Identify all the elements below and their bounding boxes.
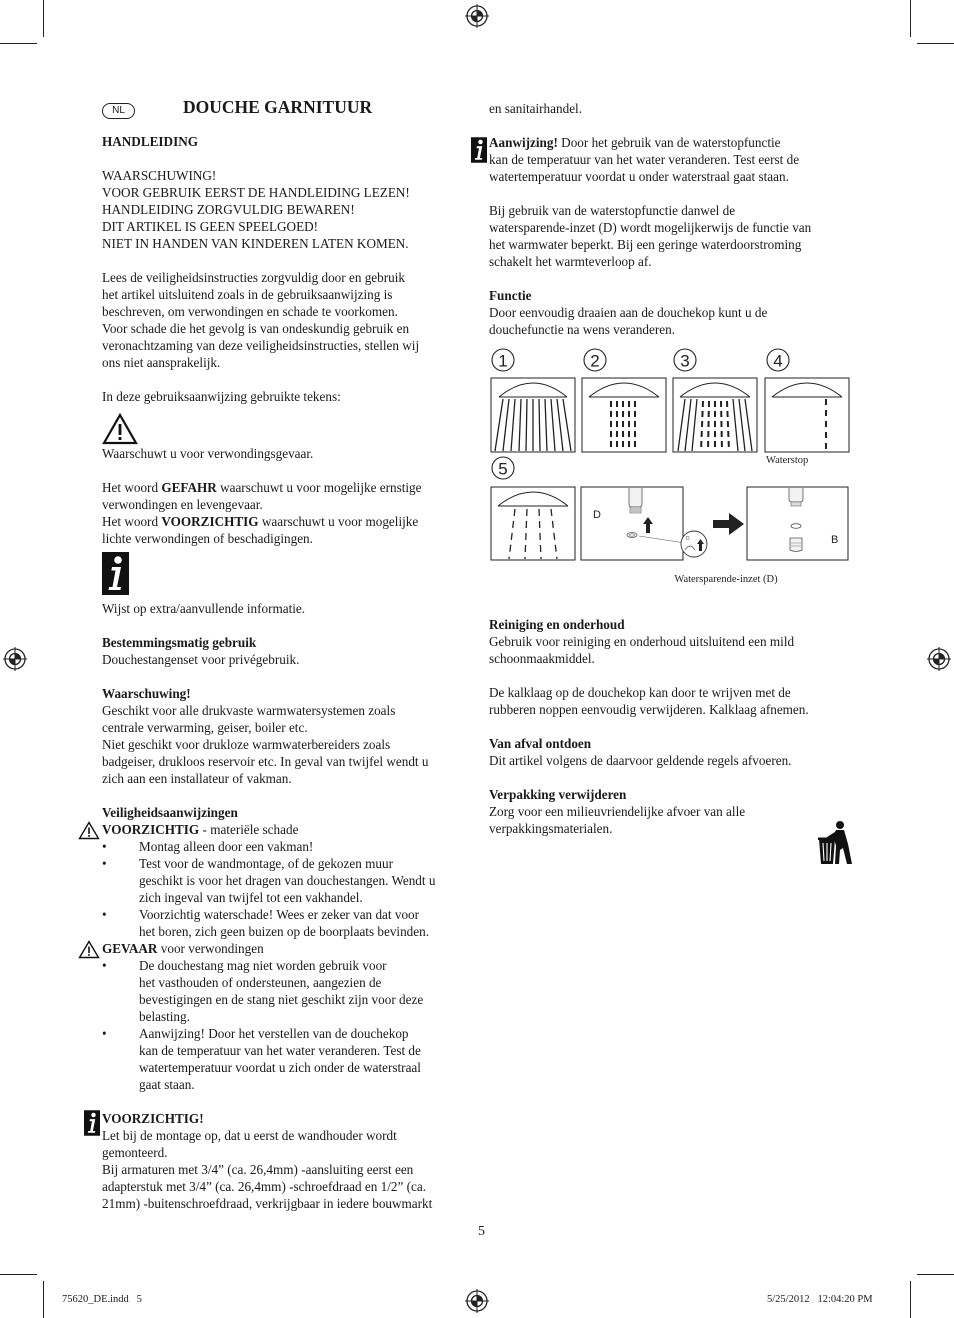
info-sign-text: Wijst op extra/aanvullende informatie. bbox=[102, 601, 306, 616]
arrow-right-icon bbox=[713, 513, 744, 535]
caution-definition-cont: lichte verwondingen of beschadigingen. bbox=[102, 531, 313, 546]
registration-mark-icon bbox=[465, 4, 489, 28]
caution-text: gemonteerd. bbox=[102, 1145, 168, 1160]
continued-text: en sanitairhandel. bbox=[489, 101, 583, 116]
left-column bbox=[102, 97, 467, 1212]
caution-text: Let bij de montage op, dat u eerst de wandhouder wordt bbox=[102, 1128, 397, 1143]
packaging-text: verpakkingsmaterialen. bbox=[489, 821, 613, 836]
cleaning-text: Gebruik voor reiniging en onderhoud uitsluitend een mild bbox=[489, 634, 795, 649]
cleaning-heading: Reiniging en onderhoud bbox=[489, 617, 625, 632]
caution-definition: Het woord VOORZICHTIG waarschuwt u voor mogelijke bbox=[102, 514, 419, 529]
number-5-icon bbox=[492, 457, 514, 479]
packaging-heading: Verpakking verwijderen bbox=[489, 787, 627, 802]
svg-text:D: D bbox=[686, 536, 690, 542]
saver-fitted-panel bbox=[747, 487, 848, 560]
warning-heading: Waarschuwing! bbox=[102, 686, 191, 701]
note-block: Aanwijzing! Door het gebruik van de waterstopfunctie kan de temperatuur van het water veranderen. Test eerst de watertemperatuur voordat u onder waterstraal gaat staan. bbox=[489, 134, 854, 185]
title-row bbox=[102, 97, 467, 133]
label-d: D bbox=[593, 509, 601, 521]
svg-text:3: 3 bbox=[680, 351, 690, 371]
safety-instructions-heading: Veiligheidsaanwijzingen bbox=[102, 805, 238, 820]
caution-text: adapterstuk met 3/4” (ca. 26,4mm) -schroefdraad en 1/2” (ca. bbox=[102, 1179, 427, 1194]
crop-mark bbox=[0, 1274, 37, 1275]
spray-panel-1 bbox=[491, 378, 575, 452]
caution-text: Bij armaturen met 3/4” (ca. 26,4mm) -aansluiting eerst een bbox=[102, 1162, 414, 1177]
warning-text: Niet geschikt voor drukloze warmwaterbereiders zoals bbox=[102, 737, 391, 752]
bullet-item: • Aanwijzing! Door het verstellen van de douchekop kan de temperatuur van het water veranderen. Test de watertemperatuur voordat u zich onder de waterstraal gaat staan. bbox=[102, 1026, 421, 1092]
danger-line: GEVAAR voor verwondingen bbox=[102, 940, 467, 957]
bullet-item: • Voorzichtig waterschade! Wees er zeker van dat voor het boren, zich geen buizen op de boorplaats bevinden. bbox=[102, 907, 430, 939]
info-icon bbox=[102, 552, 129, 595]
crop-mark bbox=[0, 43, 37, 44]
crop-mark bbox=[910, 1281, 911, 1318]
spray-panel-4 bbox=[765, 378, 849, 452]
warning-triangle-icon bbox=[78, 940, 100, 959]
limescale-text: De kalklaag op de douchekop kan door te wrijven met de bbox=[489, 685, 791, 700]
limescale-text: rubberen noppen eenvoudig verwijderen. Kalklaag afnemen. bbox=[489, 702, 809, 717]
bullet-item: • Montag alleen door een vakman! bbox=[102, 839, 314, 854]
spray-panel-2 bbox=[582, 378, 666, 452]
crop-mark bbox=[910, 0, 911, 37]
footer-file: 75620_DE.indd 5 bbox=[62, 1294, 142, 1305]
warning-text: badgeiser, drukloos reservoir etc. In geval van twijfel wendt u bbox=[102, 754, 429, 769]
safety-text: ons niet aansprakelijk. bbox=[102, 355, 221, 370]
water-saver-text: het warmwater beperkt. Bij een geringe waterdoorstroming bbox=[489, 237, 802, 252]
disposal-heading: Van afval ontdoen bbox=[489, 736, 592, 751]
svg-text:5: 5 bbox=[498, 459, 508, 479]
crop-mark bbox=[43, 0, 44, 37]
safety-text: het artikel uitsluitend zoals in de gebruiksaanwijzing is bbox=[102, 287, 393, 302]
saver-insert-panel bbox=[581, 487, 707, 560]
warning-line: VOOR GEBRUIK EERST DE HANDLEIDING LEZEN! bbox=[102, 185, 410, 200]
page-number: 5 bbox=[478, 1224, 485, 1239]
safety-text: Voor schade die het gevolg is van ondeskundig gebruik en bbox=[102, 321, 410, 336]
warning-triangle-icon bbox=[102, 413, 138, 445]
number-1-icon bbox=[492, 349, 514, 371]
right-column bbox=[489, 100, 854, 837]
spray-panel-3 bbox=[673, 378, 757, 452]
bullet-item: • Test voor de wandmontage, of de gekozen muur geschikt is voor het dragen van douchestangen. Wendt u zich ingeval van twijfel tot een vakhandel. bbox=[102, 856, 436, 905]
crop-mark bbox=[917, 43, 954, 44]
warning-line: HANDLEIDING ZORGVULDIG BEWAREN! bbox=[102, 202, 355, 217]
safety-text: Lees de veiligheidsinstructies zorgvuldig door en gebruik bbox=[102, 270, 405, 285]
manual-heading: HANDLEIDING bbox=[102, 134, 198, 149]
warning-text: Geschikt voor alle drukvaste warmwatersystemen zoals bbox=[102, 703, 396, 718]
crop-mark bbox=[917, 1274, 954, 1275]
info-icon bbox=[84, 1110, 100, 1136]
warning-sign-text: Waarschuwt u voor verwondingsgevaar. bbox=[102, 446, 314, 461]
warning-line: NIET IN HANDEN VAN KINDEREN LATEN KOMEN. bbox=[102, 236, 409, 251]
cleaning-text: schoonmaakmiddel. bbox=[489, 651, 595, 666]
warning-text: centrale verwarming, geiser, boiler etc. bbox=[102, 720, 308, 735]
bullet-item: • De douchestang mag niet worden gebruik voor het vasthouden of ondersteunen, aangezien de bevestigingen en de stang niet geschikt zijn voor deze belasting. bbox=[102, 958, 424, 1024]
danger-definition-cont: verwondingen en levengevaar. bbox=[102, 497, 263, 512]
warning-text: zich aan een installateur of vakman. bbox=[102, 771, 292, 786]
warning-line: WAARSCHUWING! bbox=[102, 168, 217, 183]
safety-text: beschreven, om verwondingen en schade te voorkomen. bbox=[102, 304, 398, 319]
svg-text:4: 4 bbox=[773, 351, 783, 371]
tidy-man-icon bbox=[818, 820, 854, 865]
packaging-text: Zorg voor een milieuvriendelijke afvoer van alle bbox=[489, 804, 746, 819]
signs-intro: In deze gebruiksaanwijzing gebruikte tekens: bbox=[102, 389, 341, 404]
svg-text:1: 1 bbox=[498, 351, 508, 371]
footer-datetime: 5/25/2012 12:04:20 PM bbox=[767, 1294, 873, 1305]
safety-text: veronachtzaming van deze veiligheidsinstructies, stellen wij bbox=[102, 338, 420, 353]
function-text: douchefunctie na wens veranderen. bbox=[489, 322, 676, 337]
shower-function-figure bbox=[489, 347, 854, 602]
warning-triangle-icon bbox=[78, 821, 100, 840]
caution-text: 21mm) -buitenschroefdraad, verkrijgbaar in iedere bouwmarkt bbox=[102, 1196, 433, 1211]
water-saver-text: schakelt het warmteverloop af. bbox=[489, 254, 652, 269]
function-heading: Functie bbox=[489, 288, 532, 303]
intended-use-heading: Bestemmingsmatig gebruik bbox=[102, 635, 257, 650]
disposal-text: Dit artikel volgens de daarvoor geldende regels afvoeren. bbox=[489, 753, 792, 768]
registration-mark-icon bbox=[927, 647, 951, 671]
info-icon bbox=[471, 137, 487, 163]
function-text: Door eenvoudig draaien aan de douchekop kunt u de bbox=[489, 305, 768, 320]
water-saver-text: Bij gebruik van de waterstopfunctie danwel de bbox=[489, 203, 736, 218]
svg-text:2: 2 bbox=[590, 351, 600, 371]
figure-caption: Watersparende-inzet (D) bbox=[674, 574, 778, 585]
number-3-icon bbox=[674, 349, 696, 371]
number-2-icon bbox=[584, 349, 606, 371]
language-badge: NL bbox=[102, 103, 135, 119]
waterstop-label: Waterstop bbox=[766, 455, 809, 466]
number-4-icon bbox=[767, 349, 789, 371]
label-b: B bbox=[831, 534, 839, 546]
caution-heading: VOORZICHTIG! bbox=[102, 1110, 467, 1127]
spray-panel-5 bbox=[491, 487, 575, 560]
page-title: DOUCHE GARNITUUR bbox=[183, 97, 373, 117]
registration-mark-icon bbox=[3, 647, 27, 671]
danger-definition: Het woord GEFAHR waarschuwt u voor mogelijke ernstige bbox=[102, 480, 422, 495]
crop-mark bbox=[43, 1281, 44, 1318]
water-saver-text: watersparende-inzet (D) wordt mogelijkerwijs de functie van bbox=[489, 220, 812, 235]
caution-line: VOORZICHTIG - materiële schade bbox=[102, 821, 467, 838]
registration-mark-icon bbox=[465, 1289, 489, 1313]
intended-use-text: Douchestangenset voor privégebruik. bbox=[102, 652, 300, 667]
warning-line: DIT ARTIKEL IS GEEN SPEELGOED! bbox=[102, 219, 319, 234]
